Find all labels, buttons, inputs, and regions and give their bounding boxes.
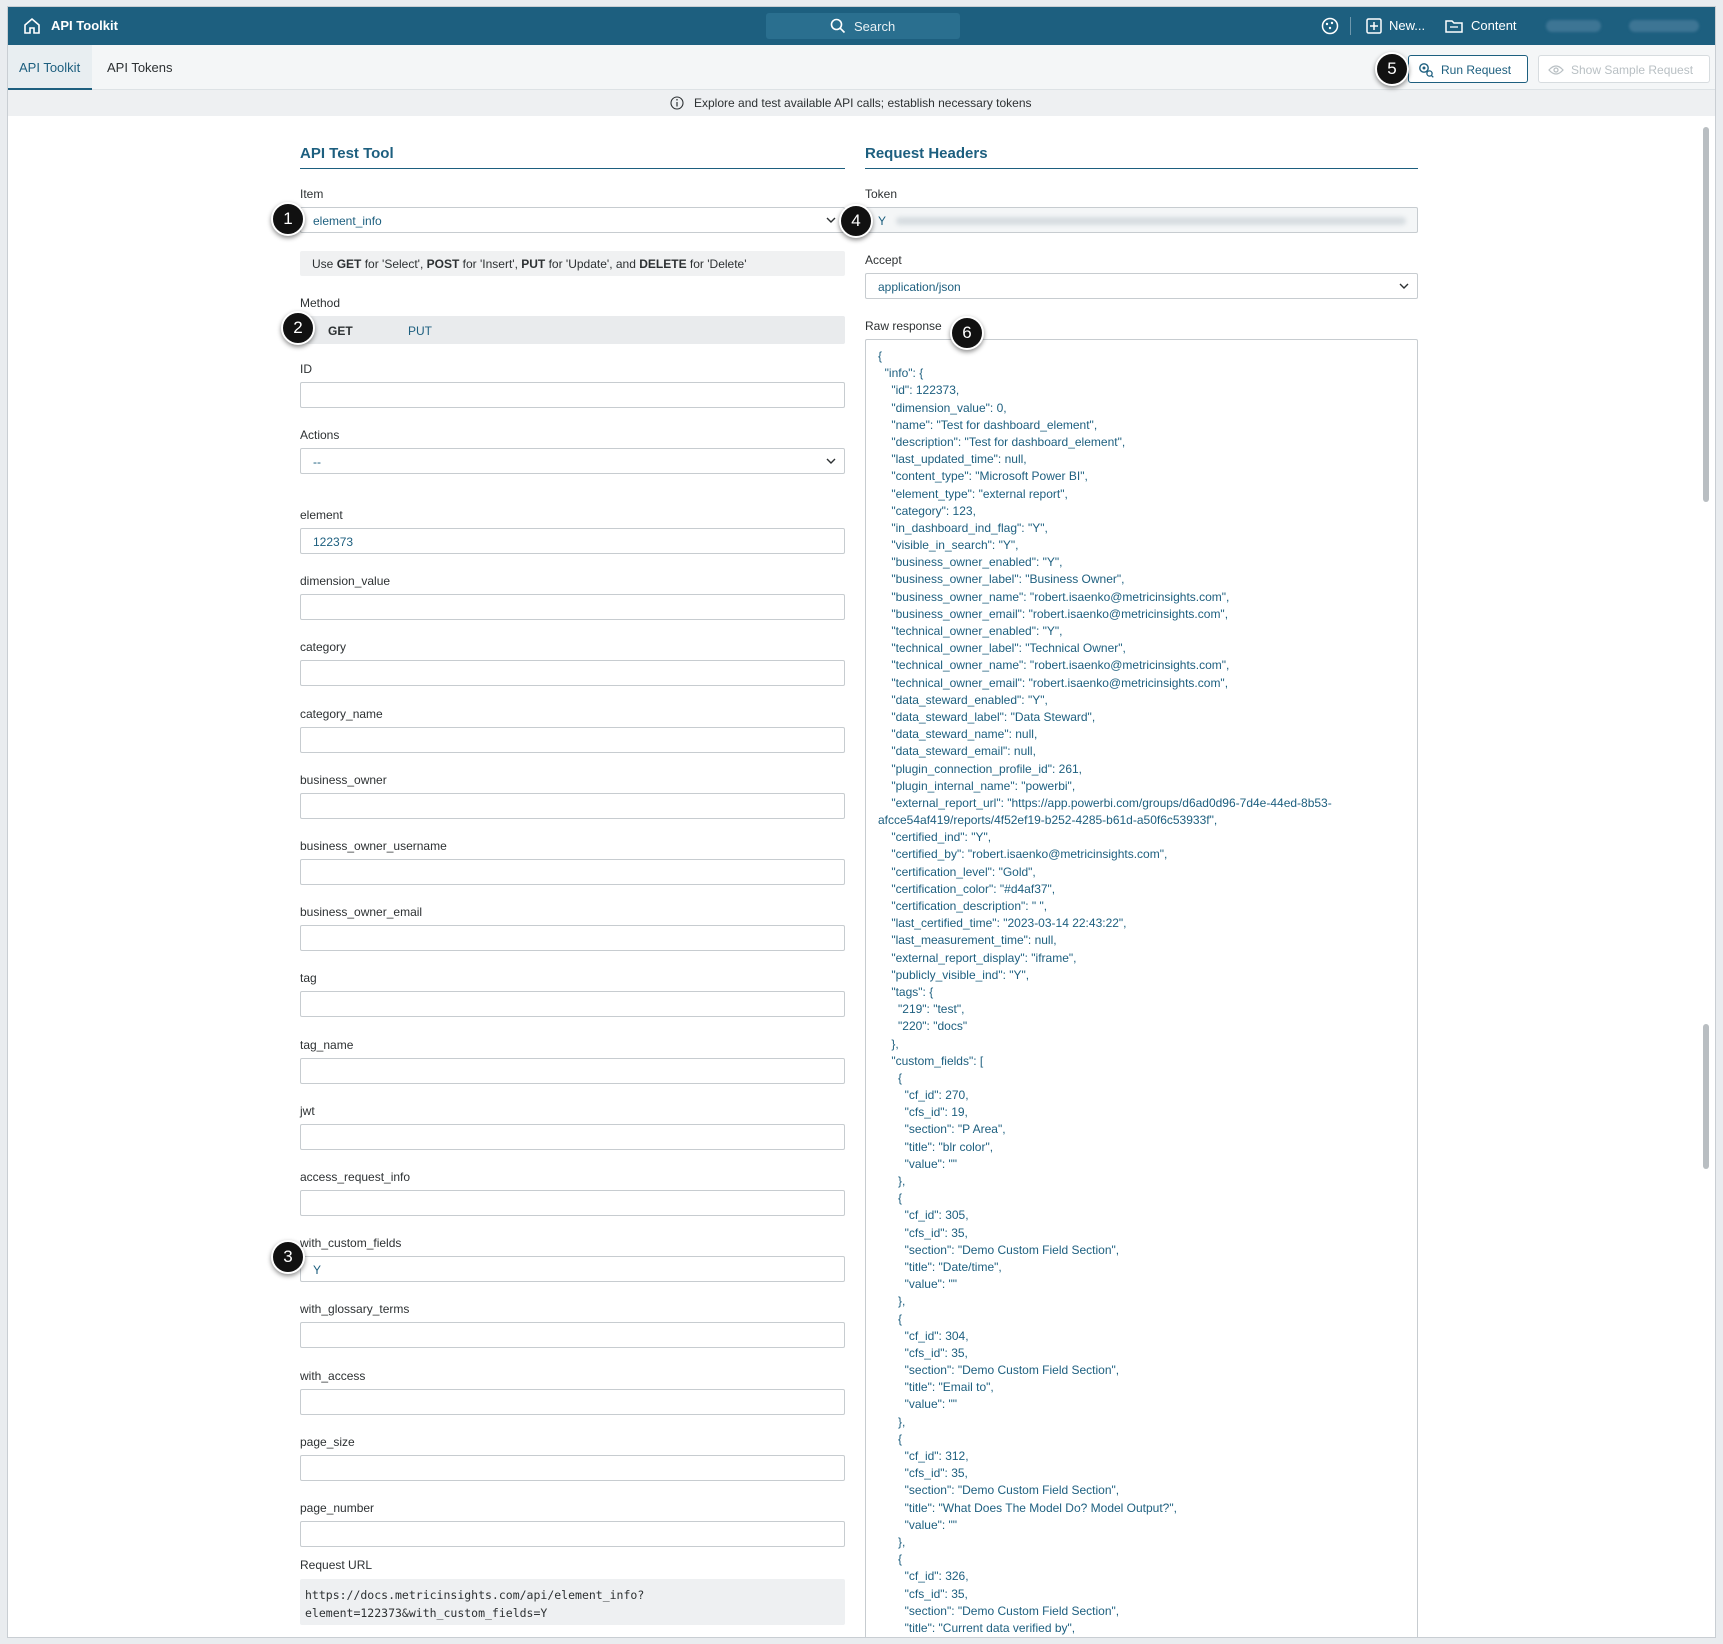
token-label: Token (865, 187, 898, 201)
field-label: page_number (300, 1501, 375, 1515)
with-glossary-terms-input[interactable] (300, 1322, 845, 1348)
topbar-divider (1350, 17, 1351, 35)
raw-response-line: "section": "P Area", (878, 1122, 1006, 1137)
raw-response-line: "section": "Demo Custom Field Section", (878, 1603, 1120, 1618)
raw-response-line: "business_owner_enabled": "Y", (878, 555, 1063, 570)
raw-response-line: { (878, 1552, 903, 1567)
raw-response-line: "last_certified_time": "2023-03-14 22:43:22", (878, 916, 1127, 931)
field-label: category (300, 640, 347, 654)
redacted-menu[interactable] (1546, 20, 1601, 32)
show-sample-label: Show Sample Request (1571, 63, 1694, 77)
raw-response-line: }, (878, 1174, 906, 1188)
global-search[interactable] (766, 13, 960, 39)
raw-response-line: "certification_description": " ", (878, 899, 1048, 913)
hint-text: for 'Insert', (459, 257, 522, 271)
method-hint (300, 251, 845, 276)
accept-label: Accept (865, 253, 902, 267)
raw-response-line: "title": "blr color", (878, 1139, 994, 1154)
field-label: with_glossary_terms (300, 1302, 410, 1316)
folder-icon[interactable] (1444, 16, 1464, 36)
raw-response-line: "cfs_id": 35, (878, 1586, 968, 1601)
token-visible-prefix: Y (878, 214, 887, 228)
id-input[interactable] (300, 382, 845, 408)
raw-response-line: "title": "Current data verified by", (878, 1620, 1076, 1635)
raw-response-line: "data_steward_enabled": "Y", (878, 692, 1048, 707)
raw-response-line: "business_owner_label": "Business Owner", (878, 572, 1125, 587)
raw-response-line: "content_type": "Microsoft Power BI", (878, 469, 1088, 484)
field-label: access_request_info (300, 1170, 411, 1184)
field-label: business_owner_username (300, 839, 447, 853)
with-custom-fields-input[interactable]: Y (300, 1256, 845, 1282)
raw-response-line: { (878, 1311, 903, 1326)
raw-response-line: "section": "Demo Custom Field Section", (878, 1242, 1120, 1257)
method-label: Method (300, 296, 341, 310)
item-select[interactable] (300, 207, 845, 233)
raw-response-line: "219": "test", (878, 1002, 965, 1017)
raw-response-line: "technical_owner_name": "robert.isaenko@metricinsights.com", (878, 658, 1230, 673)
callout-badge: 4 (839, 204, 873, 238)
request-url-line: https://docs.metricinsights.com/api/element_info? (305, 1588, 645, 1602)
page-number-input[interactable] (300, 1521, 845, 1547)
raw-response-line: "description": "Test for dashboard_element", (878, 434, 1126, 449)
raw-response-line: "title": "Date/time", (878, 1259, 1002, 1274)
raw-response-line: "publicly_visible_ind": "Y", (878, 967, 1030, 982)
hint-get: GET (336, 257, 362, 271)
request-url-box (300, 1579, 845, 1625)
method-selector (300, 316, 845, 344)
raw-response-line: "220": "docs" (878, 1019, 968, 1034)
info-text: Explore and test available API calls; establish necessary tokens (694, 96, 1032, 110)
raw-response-line: "plugin_internal_name": "powerbi", (878, 778, 1076, 793)
gear-search-icon (1418, 62, 1434, 78)
run-request-button[interactable] (1408, 55, 1528, 83)
business-owner-username-input[interactable] (300, 859, 845, 885)
access-request-info-input[interactable] (300, 1190, 845, 1216)
hint-text: for 'Delete' (686, 257, 747, 271)
raw-response-content (878, 348, 1332, 1637)
api-test-tool-title: API Test Tool (300, 145, 845, 169)
raw-response-line: "last_updated_time": null, (878, 452, 1027, 467)
raw-response-line: "certified_by": "robert.isaenko@metricinsights.com", (878, 847, 1168, 862)
jwt-input[interactable] (300, 1124, 845, 1150)
item-value: element_info (313, 214, 382, 228)
raw-response-line: "cfs_id": 19, (878, 1105, 968, 1120)
eye-icon (1548, 64, 1564, 76)
actions-select[interactable] (300, 448, 845, 474)
raw-response-line: "external_report_url": "https://app.powerbi.com/groups/d6ad0d96-7d4e-44ed-8b53- (878, 795, 1332, 810)
plus-square-icon[interactable] (1364, 16, 1384, 36)
run-request-label: Run Request (1441, 63, 1512, 77)
callout-badge: 5 (1375, 52, 1409, 86)
raw-response-line: { (878, 1191, 903, 1206)
redacted-user-menu[interactable] (1629, 20, 1699, 32)
callout-badge: 6 (950, 316, 984, 350)
search-icon (830, 18, 846, 34)
raw-response-textarea[interactable] (865, 339, 1418, 1638)
raw-response-line: { (878, 1070, 903, 1085)
category-name-input[interactable] (300, 727, 845, 753)
raw-response-line: "value": "" (878, 1397, 958, 1412)
business-owner-email-input[interactable] (300, 925, 845, 951)
raw-response-line: "cfs_id": 35, (878, 1345, 968, 1360)
raw-response-line: "section": "Demo Custom Field Section", (878, 1363, 1120, 1378)
info-banner (8, 90, 1715, 116)
raw-response-line: "cf_id": 326, (878, 1569, 969, 1584)
callout-badge: 2 (281, 311, 315, 345)
raw-response-line: "data_steward_email": null, (878, 744, 1036, 759)
raw-response-line: afcce54af419/reports/4f52ef19-b252-4285-b61d-a50f6c53933f", (878, 813, 1218, 828)
raw-response-line: "visible_in_search": "Y", (878, 538, 1019, 553)
category-input[interactable] (300, 660, 845, 686)
field-label: dimension_value (300, 574, 391, 588)
request-url-label: Request URL (300, 1558, 373, 1572)
chevron-down-icon (826, 458, 836, 465)
raw-response-line: "dimension_value": 0, (878, 400, 1007, 415)
item-label: Item (300, 187, 324, 201)
field-label: with_access (300, 1369, 366, 1383)
field-label: with_custom_fields (300, 1236, 402, 1250)
raw-response-line: "data_steward_name": null, (878, 727, 1038, 742)
with-access-input[interactable] (300, 1389, 845, 1415)
request-headers-title: Request Headers (865, 145, 1418, 169)
scrollbar-thumb-upper[interactable] (1703, 127, 1709, 502)
content-menu[interactable]: Content (1471, 18, 1517, 33)
raw-response-line: "plugin_connection_profile_id": 261, (878, 761, 1082, 776)
raw-response-line: "info": { (878, 366, 924, 381)
accept-select[interactable] (865, 273, 1418, 299)
raw-response-line: "cfs_id": 35, (878, 1225, 968, 1240)
app-title[interactable]: API Toolkit (51, 18, 118, 33)
hint-post: POST (426, 257, 460, 271)
home-icon[interactable] (22, 16, 42, 36)
method-get[interactable]: GET (328, 324, 353, 338)
field-label: business_owner (300, 773, 387, 787)
hint-delete: DELETE (639, 257, 687, 271)
page-scrollbar[interactable] (1702, 119, 1710, 1638)
raw-response-line: "value": "" (878, 1517, 958, 1532)
raw-response-line: "custom_fields": [ (878, 1053, 984, 1068)
raw-response-line: { (878, 349, 883, 363)
raw-response-line: "cf_id": 270, (878, 1088, 969, 1103)
field-label: jwt (300, 1104, 315, 1118)
token-redacted (896, 217, 1406, 225)
raw-response-line: { (878, 1431, 903, 1446)
raw-response-line: "technical_owner_enabled": "Y", (878, 624, 1063, 638)
raw-response-line: "technical_owner_email": "robert.isaenko@metricinsights.com", (878, 675, 1229, 690)
field-label: business_owner_email (300, 905, 423, 919)
request-url-line: element=122373&with_custom_fields=Y (305, 1606, 548, 1620)
chevron-down-icon (1399, 283, 1409, 290)
raw-response-line: "certified_ind": "Y", (878, 830, 992, 845)
raw-response-line: "section": "Demo Custom Field Section", (878, 1483, 1120, 1498)
hint-put: PUT (521, 257, 546, 271)
dimension-value-input[interactable] (300, 594, 845, 620)
raw-response-line: "tags": { (878, 984, 934, 999)
raw-response-line: "category": 123, (878, 503, 976, 518)
tab-api-toolkit[interactable]: API Toolkit (8, 45, 92, 90)
raw-response-line: "title": "Email to", (878, 1380, 994, 1395)
raw-response-line: }, (878, 1294, 906, 1309)
id-label: ID (300, 362, 312, 376)
raw-response-line: "value": "" (878, 1156, 958, 1171)
actions-value: -- (313, 455, 321, 469)
hint-text: for 'Update', and (545, 257, 640, 271)
scrollbar-thumb-lower[interactable] (1703, 1024, 1709, 1169)
raw-response-line: "cfs_id": 35, (878, 1466, 968, 1481)
show-sample-request-button[interactable] (1538, 55, 1710, 83)
dashboard-icon[interactable] (1320, 16, 1340, 36)
field-label: category_name (300, 707, 383, 721)
raw-response-line: "value": "" (878, 1277, 958, 1292)
raw-response-line: "element_type": "external report", (878, 486, 1068, 501)
field-label: tag (300, 971, 317, 985)
element-input[interactable]: 122373 (300, 528, 845, 554)
tab-api-tokens[interactable]: API Tokens (107, 60, 173, 75)
field-label: element (300, 508, 343, 522)
app-window (7, 6, 1716, 1638)
chevron-down-icon (826, 217, 836, 224)
raw-response-line: "business_owner_name": "robert.isaenko@metricinsights.com", (878, 589, 1230, 604)
method-put[interactable]: PUT (408, 324, 432, 338)
raw-response-line: "last_measurement_time": null, (878, 933, 1057, 948)
raw-response-line: "id": 122373, (878, 383, 960, 398)
page-size-input[interactable] (300, 1455, 845, 1481)
callout-badge: 1 (271, 202, 305, 236)
raw-response-line: "technical_owner_label": "Technical Owner", (878, 641, 1126, 656)
new-menu[interactable]: New... (1389, 18, 1426, 33)
field-label: tag_name (300, 1038, 354, 1052)
raw-response-line: }, (878, 1414, 906, 1429)
raw-response-line: "certification_color": "#d4af37", (878, 881, 1056, 896)
raw-response-line: "name": "Test for dashboard_element", (878, 417, 1098, 432)
raw-response-line: "cf_id": 304, (878, 1328, 969, 1343)
business-owner-input[interactable] (300, 793, 845, 819)
top-nav-bar (8, 7, 1715, 45)
tag-name-input[interactable] (300, 1058, 845, 1084)
token-input[interactable] (865, 207, 1418, 233)
search-placeholder: Search (854, 19, 896, 34)
hint-text: for 'Select', (361, 257, 427, 271)
raw-response-line: "business_owner_email": "robert.isaenko@metricinsights.com", (878, 606, 1229, 621)
actions-label: Actions (300, 428, 340, 442)
raw-response-line: "cf_id": 312, (878, 1449, 969, 1463)
raw-response-line: }, (878, 1036, 899, 1051)
info-icon (670, 96, 684, 110)
raw-response-line: "external_report_display": "iframe", (878, 950, 1077, 965)
tag-input[interactable] (300, 991, 845, 1017)
raw-response-line: "title": "What Does The Model Do? Model Output?", (878, 1500, 1177, 1515)
raw-response-line: }, (878, 1534, 906, 1549)
raw-response-line: "certification_level": "Gold", (878, 864, 1036, 879)
accept-value: application/json (878, 280, 961, 294)
raw-response-line: "cf_id": 305, (878, 1208, 969, 1223)
field-label: page_size (300, 1435, 355, 1449)
hint-text: Use (312, 257, 337, 271)
callout-badge: 3 (271, 1240, 305, 1274)
raw-response-line: "in_dashboard_ind_flag": "Y", (878, 520, 1048, 535)
raw-response-label: Raw response (865, 319, 942, 333)
raw-response-line: "data_steward_label": "Data Steward", (878, 709, 1096, 724)
